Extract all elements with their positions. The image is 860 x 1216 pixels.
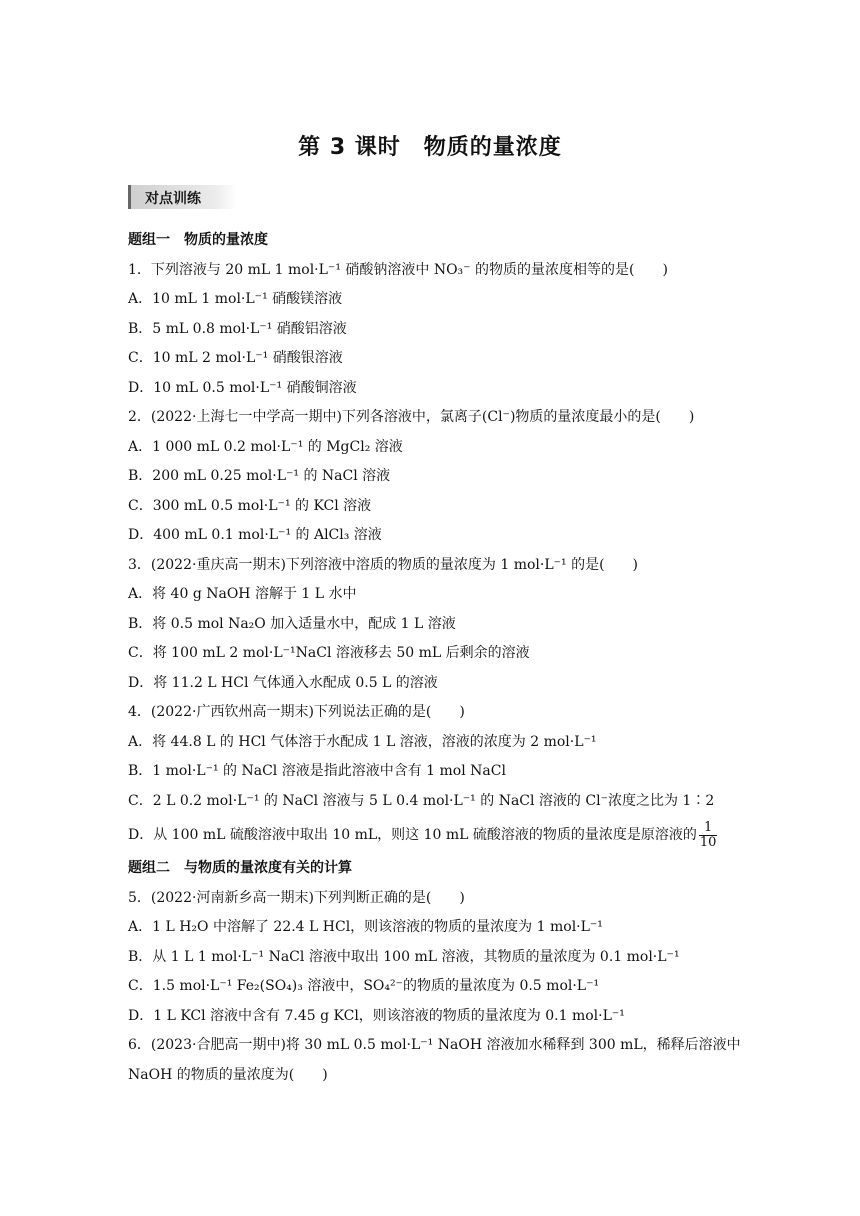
question-line — [128, 972, 748, 1002]
line-text: NaOH 的物质的量浓度为( ) — [128, 1066, 328, 1083]
line-text: D．将 11.2 L HCl 气体通入水配成 0.5 L 的溶液 — [128, 674, 438, 691]
line-text: 3．(2022·重庆高一期末)下列溶液中溶质的物质的量浓度为 1 mol·L⁻¹ 的是( ) — [128, 556, 639, 573]
line-text: A．将 44.8 L 的 HCl 气体溶于水配成 1 L 溶液，溶液的浓度为 2 mol·L⁻¹ — [128, 733, 597, 750]
question-line — [128, 580, 748, 610]
line-text: D．400 mL 0.1 mol·L⁻¹ 的 AlCl₃ 溶液 — [128, 527, 382, 543]
question-line — [128, 884, 748, 914]
line-text: 4．(2022·广西钦州高一期末)下列说法正确的是( ) — [128, 704, 465, 720]
question-line — [128, 757, 748, 787]
line-text: C．300 mL 0.5 mol·L⁻¹ 的 KCl 溶液 — [128, 497, 372, 514]
question-line — [128, 344, 748, 374]
line-text: 5．(2022·河南新乡高一期末)下列判断正确的是( ) — [128, 889, 465, 906]
question-line — [128, 943, 748, 973]
question-line — [128, 256, 748, 286]
question-line — [128, 433, 748, 463]
question-line — [128, 698, 748, 728]
question-line — [128, 639, 748, 669]
question-line — [128, 728, 748, 758]
line-text: C．1.5 mol·L⁻¹ Fe₂(SO₄)₃ 溶液中，SO₄²⁻的物质的量浓度为 0.5 mol·L⁻¹ — [128, 978, 600, 994]
line-text: 6．(2023·合肥高一期中)将 30 mL 0.5 mol·L⁻¹ NaOH 溶液加水稀释到 300 mL，稀释后溶液中 — [128, 1037, 741, 1053]
line-text: C．将 100 mL 2 mol·L⁻¹NaCl 溶液移去 50 mL 后剩余的溶液 — [128, 645, 530, 661]
line-text: A．1 L H₂O 中溶解了 22.4 L HCl，则该溶液的物质的量浓度为 1 mol·L⁻¹ — [128, 919, 603, 935]
line-text: A．10 mL 1 mol·L⁻¹ 硝酸镁溶液 — [128, 291, 343, 307]
line-text: D．1 L KCl 溶液中含有 7.45 g KCl，则该溶液的物质的量浓度为 0.1 mol·L⁻¹ — [128, 1007, 625, 1024]
line-text: B．从 1 L 1 mol·L⁻¹ NaCl 溶液中取出 100 mL 溶液，其物质的量浓度为 0.1 mol·L⁻¹ — [128, 948, 680, 965]
question-line — [128, 1031, 748, 1061]
line-text: 1．下列溶液与 20 mL 1 mol·L⁻¹ 硝酸钠溶液中 NO₃⁻ 的物质的量浓度相等的是( ) — [128, 261, 668, 278]
section-tag — [128, 185, 237, 209]
question-line — [128, 374, 748, 404]
line-text: D．从 100 mL 硫酸溶液中取出 10 mL，则这 10 mL 硫酸溶液的物质的量浓度是原溶液的 — [128, 827, 697, 843]
line-text: D．10 mL 0.5 mol·L⁻¹ 硝酸铜溶液 — [128, 379, 357, 396]
line-text: 2．(2022·上海七一中学高一期中)下列各溶液中，氯离子(Cl⁻)物质的量浓度最小的是( ) — [128, 409, 695, 425]
question-line — [128, 1002, 748, 1032]
line-text: C．2 L 0.2 mol·L⁻¹ 的 NaCl 溶液与 5 L 0.4 mol·L⁻¹ 的 NaCl 溶液的 Cl⁻浓度之比为 1∶2 — [128, 792, 715, 809]
question-line — [128, 462, 748, 492]
question-line — [128, 551, 748, 581]
fraction-numerator: 1 — [699, 821, 718, 836]
group-heading — [128, 226, 748, 256]
question-line — [128, 315, 748, 345]
fraction-denominator: 10 — [699, 834, 717, 850]
question-line — [128, 669, 748, 699]
question-list — [128, 226, 748, 1090]
line-text: B．1 mol·L⁻¹ 的 NaCl 溶液是指此溶液中含有 1 mol NaCl — [128, 763, 506, 779]
question-line — [128, 403, 748, 433]
line-text: B．将 0.5 mol Na₂O 加入适量水中，配成 1 L 溶液 — [128, 615, 456, 632]
question-line — [128, 1061, 748, 1091]
question-line — [128, 787, 748, 817]
question-line — [128, 610, 748, 640]
line-text: A．1 000 mL 0.2 mol·L⁻¹ 的 MgCl₂ 溶液 — [128, 438, 403, 455]
question-line — [128, 285, 748, 315]
question-line — [128, 913, 748, 943]
page-title: 第 3 课时 物质的量浓度 — [298, 135, 562, 160]
question-line — [128, 521, 748, 551]
group-heading — [128, 854, 748, 884]
question-line — [128, 492, 748, 522]
question-line — [128, 816, 748, 854]
line-text: C．10 mL 2 mol·L⁻¹ 硝酸银溶液 — [128, 350, 343, 366]
line-text: B．200 mL 0.25 mol·L⁻¹ 的 NaCl 溶液 — [128, 468, 391, 484]
line-text: 题组二 与物质的量浓度有关的计算 — [128, 860, 352, 876]
fraction — [699, 821, 718, 850]
line-text: A．将 40 g NaOH 溶解于 1 L 水中 — [128, 586, 357, 602]
section-tag-label: 对点训练 — [145, 191, 201, 207]
line-text: B．5 mL 0.8 mol·L⁻¹ 硝酸铝溶液 — [128, 320, 347, 337]
line-text: 题组一 物质的量浓度 — [128, 232, 268, 248]
